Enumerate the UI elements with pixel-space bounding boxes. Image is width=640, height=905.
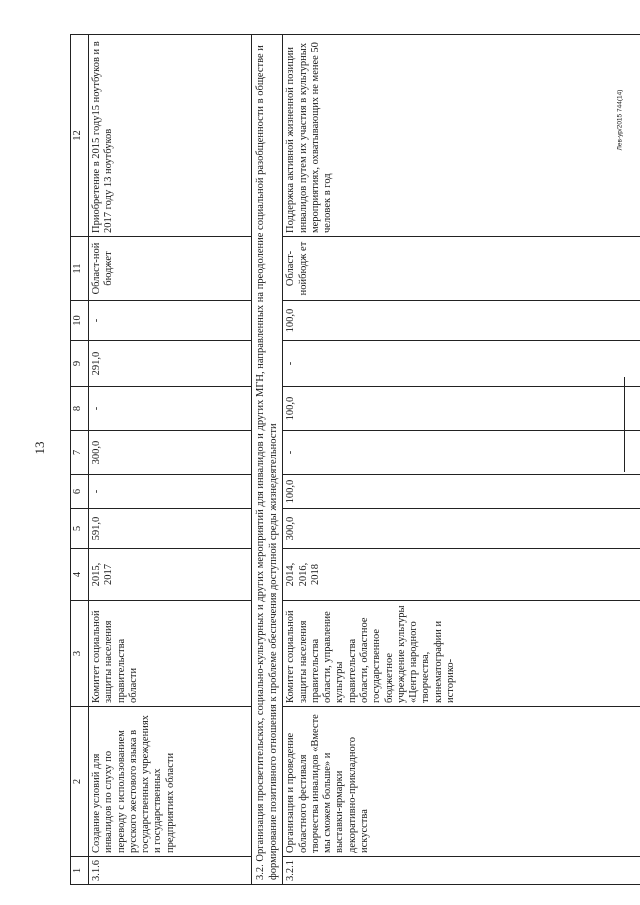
col-header: 3 bbox=[71, 601, 89, 707]
years: 2014, 2016, 2018 bbox=[283, 549, 640, 601]
value-2018: 100,0 bbox=[283, 301, 640, 341]
col-header: 12 bbox=[71, 35, 89, 237]
col-header: 6 bbox=[71, 475, 89, 509]
table-row bbox=[283, 35, 640, 885]
expected-result: Приобретение в 2015 году15 ноутбуков и в 2017 году 13 ноутбуков bbox=[89, 35, 252, 237]
row-id: 3.2.1 bbox=[283, 857, 640, 885]
value-2014: - bbox=[89, 475, 252, 509]
value-2014: 100,0 bbox=[283, 475, 640, 509]
value-2017: 291,0 bbox=[89, 341, 252, 387]
value-2015: - bbox=[283, 431, 640, 475]
col-header: 5 bbox=[71, 509, 89, 549]
value-total: 300,0 bbox=[283, 509, 640, 549]
col-header: 11 bbox=[71, 237, 89, 301]
col-header: 7 bbox=[71, 431, 89, 475]
rotated-table-wrapper bbox=[70, 35, 640, 885]
col-header: 9 bbox=[71, 341, 89, 387]
executor: Комитет социальной защиты населения правительства области bbox=[89, 601, 252, 707]
section-title: 3.2. Организация просветительских, социально-культурных и других мероприятий для инвалидов и других МГН, направленных на преодоление социальной разобщенности в обществе и формирование позитивного отношения к проблеме обеспечения доступной среды жизнедеятельности bbox=[252, 35, 283, 885]
col-header: 4 bbox=[71, 549, 89, 601]
col-header: 2 bbox=[71, 707, 89, 857]
funding-source: Област-ной бюджет bbox=[89, 237, 252, 301]
years: 2015, 2017 bbox=[89, 549, 252, 601]
row-id: 3.1.6 bbox=[89, 857, 252, 885]
page-number: 13 bbox=[32, 441, 47, 455]
executor: Комитет социальной защиты населения правительства области, управление культуры правительства области, областное государственное бюджетное учреждение культуры «Центр народного творчества, кинематографии и историко- bbox=[283, 601, 640, 707]
expected-result: Поддержка активной жизненной позиции инвалидов путем их участия в культурных мероприятиях, охватывающих не менее 50 человек в год bbox=[283, 35, 640, 237]
value-total: 591,0 bbox=[89, 509, 252, 549]
measures-table bbox=[70, 34, 640, 885]
table-row bbox=[89, 35, 252, 885]
value-2016: - bbox=[89, 387, 252, 431]
measure-name: Организация и проведение областного фестиваля творчества инвалидов «Вместе мы сможем больше» и выставки-ярмарки декоративно-прикладного искусства bbox=[283, 707, 640, 857]
funding-source: Област-нойбюдж ет bbox=[283, 237, 640, 301]
measure-name: Создание условий для инвалидов по слуху по переводу с использованием русского жестового языка в государственных учреждениях и государственных предприятиях области bbox=[89, 707, 252, 857]
value-2017: - bbox=[283, 341, 640, 387]
section-row bbox=[252, 35, 283, 885]
value-2015: 300,0 bbox=[89, 431, 252, 475]
value-2016: 100,0 bbox=[283, 387, 640, 431]
col-header: 10 bbox=[71, 301, 89, 341]
value-2018: - bbox=[89, 301, 252, 341]
document-code: Лев-ур/2015 744(14) bbox=[616, 89, 624, 151]
col-header: 8 bbox=[71, 387, 89, 431]
col-header: 1 bbox=[71, 857, 89, 885]
header-row bbox=[71, 35, 89, 885]
